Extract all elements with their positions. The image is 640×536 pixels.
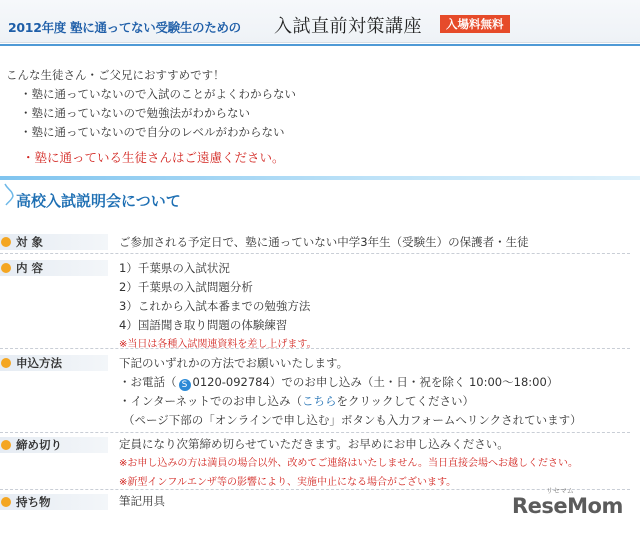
apply-lead: 下記のいずれかの方法でお願いいたします。	[119, 356, 349, 370]
section-divider	[0, 176, 640, 180]
row-label-text: 内 容	[16, 261, 44, 275]
exclusion-warning: ・塾に通っている生徒さんはご遠慮ください。	[22, 150, 285, 165]
row-label	[0, 437, 108, 453]
list-item: 2）千葉県の入試問題分析	[119, 280, 253, 294]
orange-dot-icon	[1, 497, 11, 507]
header-divider	[0, 44, 640, 46]
orange-dot-icon	[1, 263, 11, 273]
items-text: 筆記用具	[119, 494, 165, 508]
deadline-note: ※お申し込みの方は満員の場合以外、改めてご連絡はいたしません。当日直接会場へお越しください。	[119, 458, 578, 469]
skype-phone-icon[interactable]: S	[179, 379, 191, 391]
deadline-text: 定員になり次第締め切らせていただきます。お早めにお申し込みください。	[119, 437, 509, 451]
header-subtitle: 2012年度 塾に通ってない受験生のための	[8, 20, 241, 35]
orange-dot-icon	[1, 237, 11, 247]
row-label	[0, 355, 108, 371]
content-list	[119, 259, 317, 354]
row-label-text: 締め切り	[16, 438, 62, 452]
row-divider	[0, 489, 630, 490]
apply-block	[119, 354, 582, 430]
orange-dot-icon	[1, 358, 11, 368]
resemom-logo: ReseMom	[512, 494, 623, 518]
list-item: 1）千葉県の入試状況	[119, 261, 230, 275]
intro-bullet: ・塾に通っていないので入試のことがよくわからない	[20, 87, 296, 101]
net-prefix: ・インターネットでのお申し込み（	[119, 394, 302, 408]
row-divider	[0, 253, 630, 254]
deadline-block	[119, 435, 578, 492]
row-divider	[0, 348, 630, 349]
intro-block	[6, 66, 296, 142]
deadline-note: ※新型インフルエンザ等の影響により、実施中止になる場合がございます。	[119, 477, 457, 488]
phone-number[interactable]: 0120-092784	[192, 375, 270, 389]
intro-lead: こんな生徒さん・ご父兄におすすめです！	[6, 68, 225, 82]
intro-bullet: ・塾に通っていないので自分のレベルがわからない	[20, 125, 285, 139]
phone-prefix: ・お電話（	[119, 375, 177, 389]
row-label-text: 対 象	[16, 235, 44, 249]
row-divider	[0, 432, 630, 433]
apply-net	[119, 392, 582, 411]
row-label	[0, 234, 108, 250]
net-suffix: をクリックしてください）	[336, 394, 475, 408]
apply-online-link[interactable]: こちら	[301, 394, 337, 408]
list-item: 3）これから入試本番までの勉強方法	[119, 299, 311, 313]
logo-kana: リセマム	[546, 487, 574, 495]
target-text: ご参加される予定日で、塾に通っていない中学3年生（受験生）の保護者・生徒	[119, 235, 529, 249]
section-title: 高校入試説明会について	[16, 192, 181, 210]
page-header	[0, 0, 640, 43]
apply-net-note: （ページ下部の「オンラインで申し込む」ボタンも入力フォームへリンクされています）	[123, 413, 582, 427]
list-item: 4）国語聞き取り問題の体験練習	[119, 318, 288, 332]
page-title: 入試直前対策講座	[274, 16, 422, 37]
row-label	[0, 494, 108, 510]
intro-bullet: ・塾に通っていないので勉強法がわからない	[20, 106, 250, 120]
row-label-text: 申込方法	[16, 356, 62, 370]
orange-dot-icon	[1, 440, 11, 450]
row-label-text: 持ち物	[16, 495, 51, 509]
section-decoration-icon	[4, 182, 14, 206]
content-note: ※当日は各種入試関連資料を差し上げます。	[119, 339, 317, 350]
apply-phone	[119, 373, 582, 392]
phone-suffix: ）でのお申し込み（土・日・祝を除く 10:00～18:00）	[269, 375, 559, 389]
row-label	[0, 260, 108, 276]
free-admission-badge: 入場料無料	[440, 15, 510, 33]
